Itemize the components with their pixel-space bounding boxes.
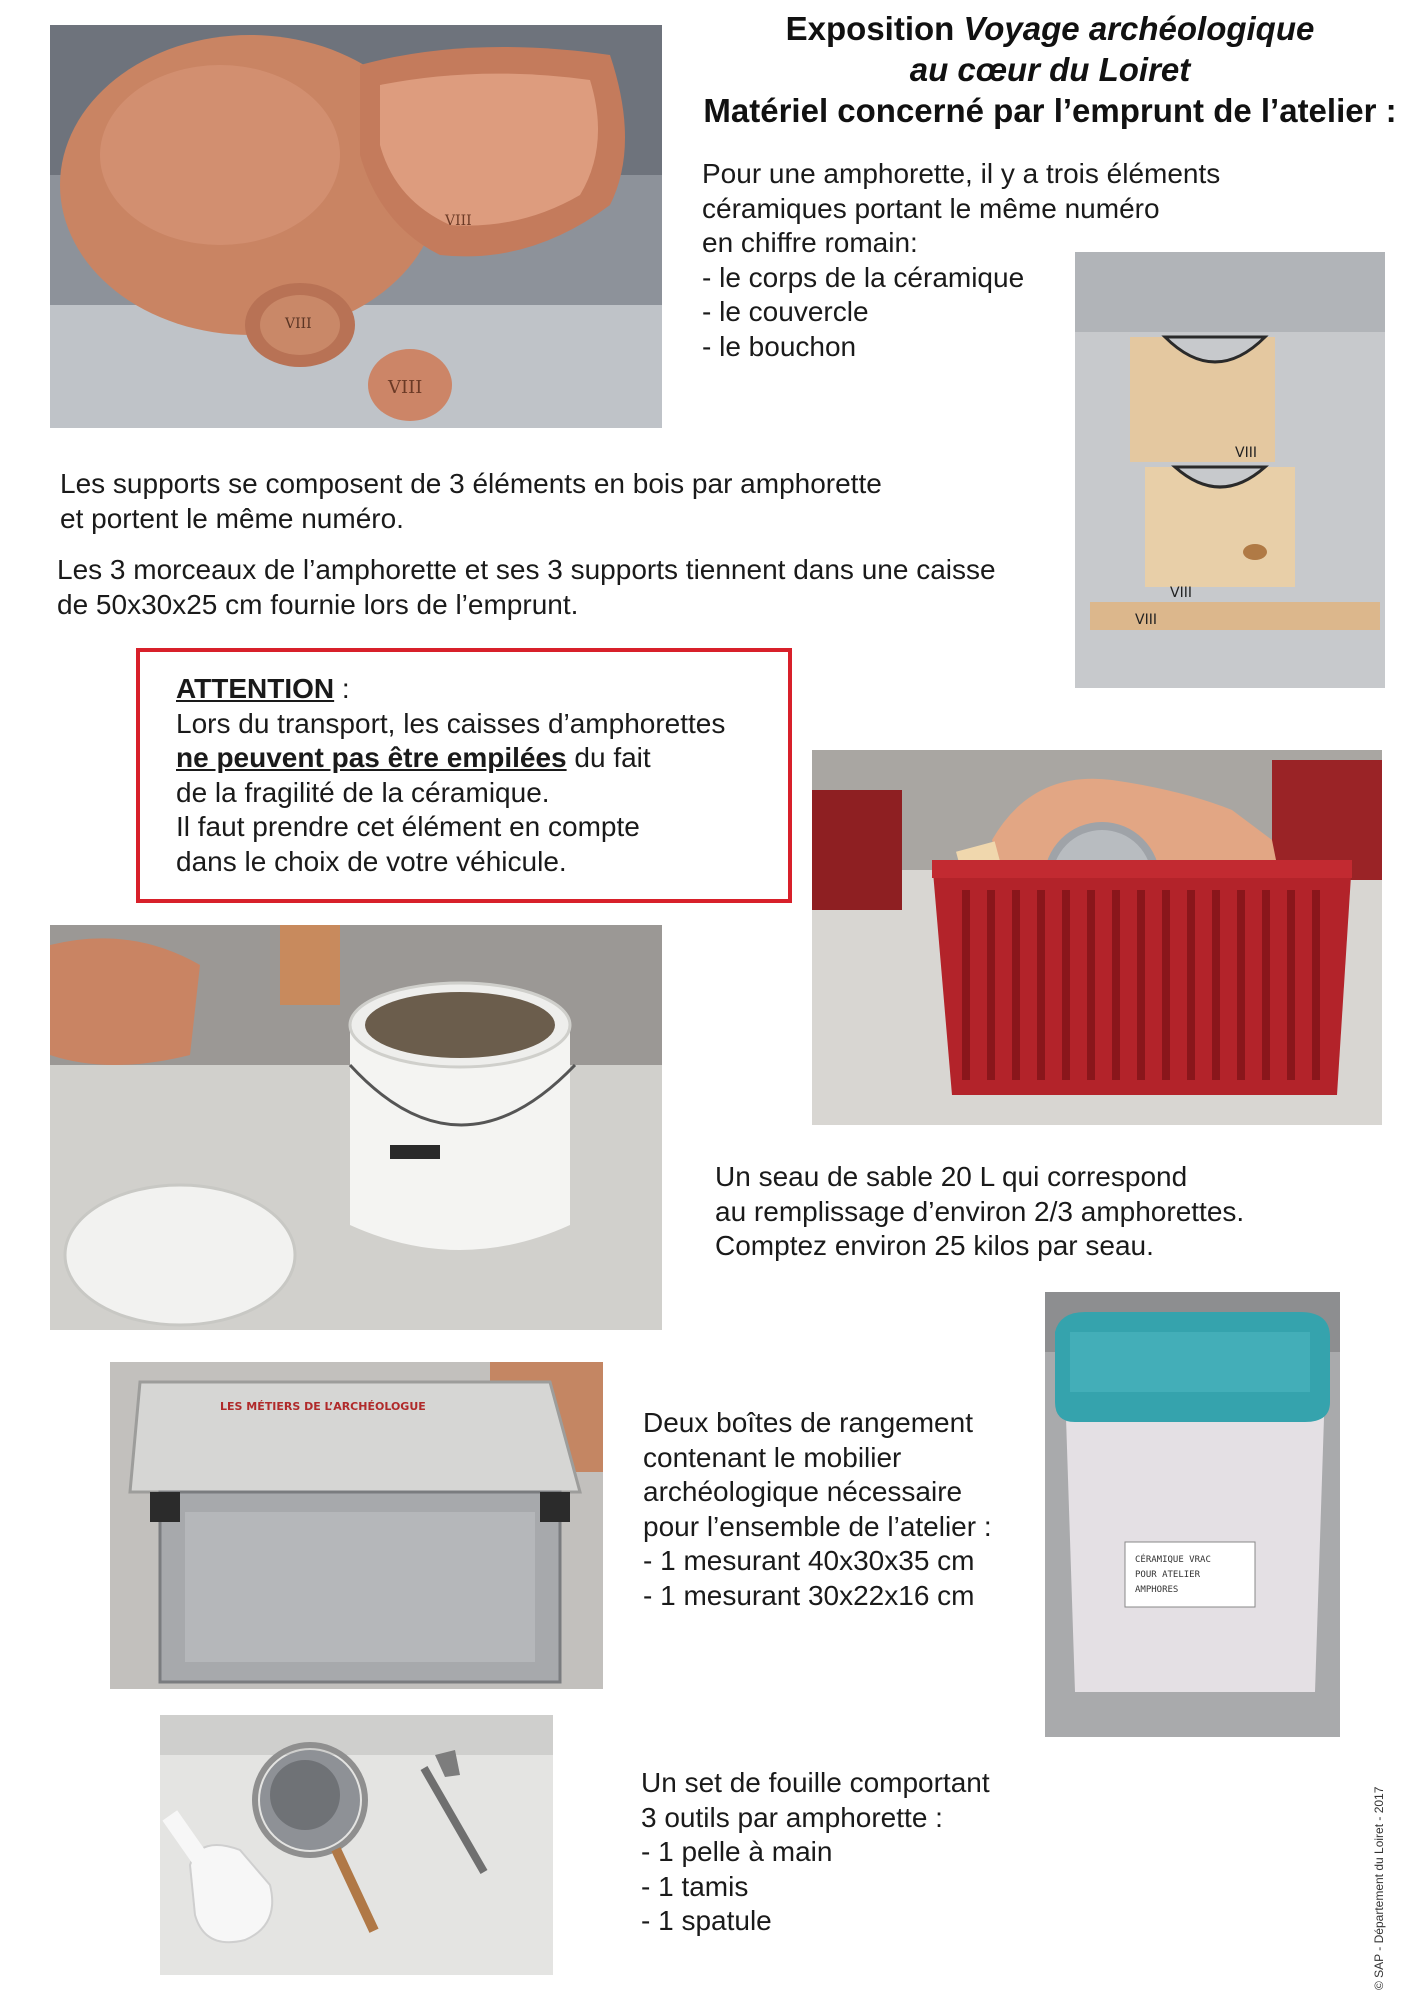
lid-numeral: VIII	[445, 213, 472, 229]
tub-label-line-3: AMPHORES	[1135, 1585, 1179, 1595]
fouille-description: Un set de fouille comportant 3 outils par amphorette : - 1 pelle à main - 1 tamis - 1 spatule	[641, 1767, 990, 1936]
caisse-description: Les 3 morceaux de l’amphorette et ses 3 supports tiennent dans une caisse de 50x30x25 cm fournie lors de l’emprunt.	[57, 554, 996, 620]
sable-description: Un seau de sable 20 L qui correspond au remplissage d’environ 2/3 amphorettes. Comptez environ 25 kilos par seau.	[715, 1161, 1245, 1261]
wooden-supports-illustration	[1075, 252, 1385, 688]
support1-numeral: VIII	[1235, 445, 1257, 461]
stopper-numeral: VIII	[388, 377, 423, 398]
excavation-tools-illustration	[160, 1715, 553, 1975]
sand-bucket-illustration	[50, 925, 662, 1330]
boites-description: Deux boîtes de rangement contenant le mobilier archéologique nécessaire pour l’ensemble de l’atelier : - 1 mesurant 40x30x35 cm - 1 mesurant 30x22x16 cm	[643, 1407, 992, 1611]
page-title	[690, 8, 1410, 131]
amphorette-illustration	[50, 25, 662, 428]
box-lid-label: LES MÉTIERS DE L’ARCHÉOLOGUE	[220, 1400, 426, 1413]
wooden-supports-photo	[1075, 252, 1385, 688]
attention-heading-line: ATTENTION :	[176, 673, 350, 704]
title-line-1: Exposition Voyage archéologique	[785, 10, 1315, 47]
support3-numeral: VIII	[1135, 612, 1157, 628]
attention-line-2: ne peuvent pas être empilées du fait	[176, 742, 651, 773]
tub-label-line-2: POUR ATELIER	[1135, 1570, 1201, 1580]
attention-box	[136, 648, 792, 903]
tub-label-line-1: CÉRAMIQUE VRAC	[1135, 1555, 1211, 1565]
plastic-tub-illustration	[1045, 1292, 1340, 1737]
title-line-3: Matériel concerné par l’emprunt de l’atelier :	[703, 92, 1397, 129]
storage-box-photo	[110, 1362, 603, 1689]
attention-heading: ATTENTION	[176, 673, 335, 704]
excavation-tools-photo	[160, 1715, 553, 1975]
attention-content: ATTENTION : Lors du transport, les caisses d’amphorettes ne peuvent pas être empilées du fait de la fragilité de la céramique. Il faut prendre cet élément en compte dans le choix de votre véhicule.	[176, 673, 726, 877]
body-numeral: VIII	[285, 316, 312, 332]
red-crate-illustration	[812, 750, 1382, 1125]
amphorette-photo	[50, 25, 662, 428]
plastic-tub-photo	[1045, 1292, 1340, 1737]
attention-emphasis: ne peuvent pas être empilées	[176, 742, 567, 773]
copyright-credit: © SAP - Département du Loiret - 2017	[1372, 1786, 1386, 1990]
sand-bucket-photo	[50, 925, 662, 1330]
support2-numeral: VIII	[1170, 585, 1192, 601]
supports-description: Les supports se composent de 3 éléments en bois par amphorette et portent le même numéro.	[60, 468, 882, 534]
storage-box-illustration	[110, 1362, 603, 1689]
title-line-2: au cœur du Loiret	[909, 51, 1191, 88]
red-crate-photo	[812, 750, 1382, 1125]
amphorette-description: Pour une amphorette, il y a trois éléments céramiques portant le même numéro en chiffre romain: - le corps de la céramique - le couvercle - le bouchon	[702, 158, 1221, 362]
